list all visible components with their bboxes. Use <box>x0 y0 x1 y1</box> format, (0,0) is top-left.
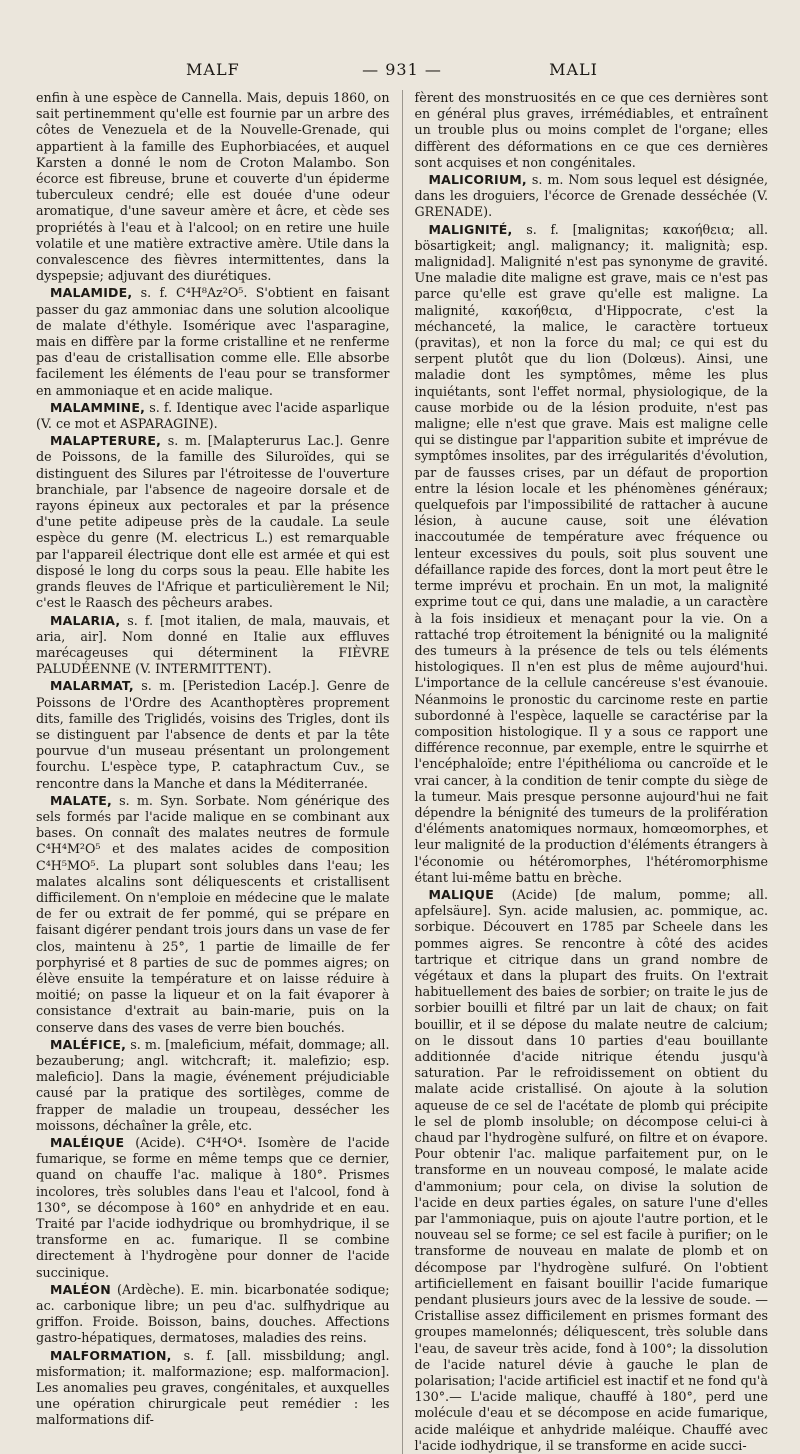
dictionary-entry <box>36 793 390 1036</box>
dictionary-entry <box>36 1282 390 1347</box>
entry-headword: MALIGNITÉ, <box>428 221 513 237</box>
entry-text: s. m. [Malapterurus Lac.]. Genre de Poissons, de la famille des Siluroïdes, qui se distinguent des Silures par l'étroitesse de l'ouverture branchiale, par l'absence de nageoire dorsale et de rayons épineux aux pectorales et par la présence d'une petite adipeuse près de la caudale. La seule espèce du genre (M. electricus L.) est remarquable par l'appareil électrique dont elle est armée et qui est disposé le long du corps sous la peau. Elle habite les grands fleuves de l'Afrique et particulièrement le Nil; c'est le Raasch des pêcheurs arabes. <box>36 433 390 611</box>
entry-text: s. m. [Peristedion Lacép.]. Genre de Poissons de l'Ordre des Acanthoptères proprement dits, famille des Triglidés, voisins des Trigles, dont ils se distinguent par l'absence de dents et par la tête pourvue d'un museau présentant un prolongement fourchu. L'espèce type, P. cataphractum Cuv., se rencontre dans la Manche et dans la Méditerranée. <box>36 678 390 791</box>
dictionary-entry <box>36 285 390 398</box>
entry-headword: MALÉIQUE <box>50 1135 125 1150</box>
right-column <box>402 90 769 1454</box>
entry-text: s. f. C⁴H⁸Az²O⁵. S'obtient en faisant passer du gaz ammoniac dans une solution alcoolique de malate d'éthyle. Isomérique avec l'asparagine, mais en diffère par la forme cristalline et ne renferme pas d'eau de cristallisation comme elle. Elle absorbe facilement les éléments de l'eau pour se transformer en ammoniaque et en acide malique. <box>36 285 390 398</box>
entry-headword: MALAMMINE, <box>50 399 146 415</box>
entry-headword: MALAMIDE, <box>50 285 133 301</box>
entry-text: s. f. Identique avec l'acide asparlique (V. ce mot et ASPARAGINE). <box>36 399 390 432</box>
entry-text: s. f. [malignitas; κακοήθεια; all. bösartigkeit; angl. malignancy; it. malignità; esp. malignidad]. Malignité n'est pas synonyme de gravité. Une maladie dite maligne est grave, mais ce n'est pas parce qu'elle est grave qu'elle est maligne. La malignité, κακοήθεια, d'Hippocrate, c'est la méchanceté, la malice, le caractère tortueux (pravitas), et non la force du mal; ce qui est du serpent plutôt que du lion (Dolœus). Ainsi, une maladie dont les symptômes, même les plus inquiétants, sont l'effet normal, physiologique, de la cause morbide ou de la lésion produite, n'est pas maligne; elle n'est que grave. Mais est maligne celle qui se distingue par l'apparition subite et imprévue de symptômes insolites, par des irrégularités d'évolution, par de fausses crises, par un défaut de proportion entre la lésion locale et les phénomènes généraux; quelquefois par l'impossibilité de rattacher à aucune lésion, à aucune cause, soit une élévation inaccoutumée de température avec fréquence ou lenteur excessives du pouls, soit plus souvent une défaillance rapide des forces, dont la mort peut être le terme imprévu et prochain. En un mot, la malignité exprime tout ce qui, dans une maladie, a un caractère à la fois insidieux et menaçant pour la vie. On a rattaché trop étroitement la bénignité ou la malignité des tumeurs à la présence de tels ou tels éléments histologiques. Il n'en est plus de même aujourd'hui. L'importance de la cellule cancéreuse s'est évanouie. Néanmoins le pronostic du carcinome reste en partie subordonné à l'espèce, laquelle se caractérise par la composition histologique. Il y a sous ce rapport une différence reconnue, par exemple, entre le squirrhe et l'encéphaloïde; entre l'épithélioma ou cancroïde et le vrai cancer, à la condition de tenir compte du siège de la tumeur. Mais presque personne aujourd'hui ne fait dépendre la bénignité des tumeurs de la prolifération d'éléments anatomiques normaux, homœomorphes, et leur malignité de la production d'éléments étrangers à l'économie ou hétéromorphes, l'hétéromorphisme étant lui-même battu en brèche. <box>414 221 768 885</box>
entry-headword: MALÉON <box>50 1281 111 1297</box>
running-head-right: MALI <box>549 60 598 79</box>
entry-text: s. m. Nom sous lequel est désignée, dans les droguiers, l'écorce de Grenade desséchée (V. GRENADE). <box>414 172 768 220</box>
entry-text: s. m. [maleficium, méfait, dommage; all. bezauberung; angl. witchcraft; it. malefizio; esp. maleficio]. Dans la magie, événement préjudiciable causé par la pratique des sortilèges, comme de frapper de maladie un troupeau, dessécher les moissons, déchaîner la grêle, etc. <box>36 1036 390 1133</box>
entry-headword: MALARIA, <box>50 612 121 628</box>
entry-headword: MALARMAT, <box>50 678 134 694</box>
entry-headword: MALÉFICE, <box>50 1036 127 1052</box>
entry-text: fèrent des monstruosités en ce que ces dernières sont en général plus graves, irrémédiables, et entraînent un trouble plus ou moins complet de l'organe; elles diffèrent des déformations en ce que ces dernières sont acquises et non congénitales. <box>414 90 768 170</box>
entry-text: s. f. [all. missbildung; angl. misformation; it. malformazione; esp. malformacion]. Les anomalies peu graves, congénitales, et auxquelles une opération chirurgicale peut remédier : les malformations dif- <box>36 1347 390 1428</box>
page-number: — 931 — <box>362 60 442 79</box>
dictionary-entry <box>36 1348 390 1429</box>
entry-headword: MALATE, <box>50 792 112 808</box>
dictionary-entry <box>415 887 769 1454</box>
entry-headword: MALFORMATION, <box>50 1347 172 1363</box>
entry-text: s. f. [mot italien, de mala, mauvais, et aria, air]. Nom donné en Italie aux effluves marécageuses qui déterminent la FIÈVRE PALUDÉENNE (V. INTERMITTENT). <box>36 612 390 677</box>
dictionary-entry <box>36 1037 390 1134</box>
entry-text: enfin à une espèce de Cannella. Mais, depuis 1860, on sait pertinemment qu'elle est fournie par un arbre des côtes de Venezuela et de la Nouvelle-Grenade, qui appartient à la famille des Euphorbiacées, et auquel Karsten a donné le nom de Croton Malambo. Son écorce est fibreuse, brune et couverte d'un épiderme tuberculeux cendré; elle est douée d'une odeur aromatique, d'une saveur amère et âcre, et cède ses propriétés à l'eau et à l'alcool; on en retire une huile volatile et une matière extractive amère. Utile dans la convalescence des fièvres intermittentes, dans la dyspepsie; adjuvant des diurétiques. <box>36 90 390 284</box>
running-head-left: MALF <box>186 60 240 79</box>
entry-headword: MALIQUE <box>428 886 494 902</box>
dictionary-entry <box>36 613 390 678</box>
entry-text: s. m. Syn. Sorbate. Nom générique des sels formés par l'acide malique en se combinant aux bases. On connaît des malates neutres de formule C⁴H⁴M²O⁵ et des malates acides de composition C⁴H⁵MO⁵. La plupart sont solubles dans l'eau; les malates alcalins sont déliquescents et cristallisent difficilement. On n'emploie en médecine que le malate de fer ou extrait de fer pommé, qui se prépare en faisant digérer pendant trois jours dans un vase de fer clos, maintenu à 25°, 1 partie de limaille de fer porphyrisé et 8 parties de suc de pommes aigres; on élève ensuite la température et on laisse réduire à moitié; on passe la liqueur et on la fait évaporer à consistance d'extrait au bain-marie, puis on la conserve dans des vases de verre bien bouchés. <box>36 792 390 1035</box>
text-columns <box>36 90 768 1454</box>
entry-text: (Ardèche). E. min. bicarbonatée sodique; ac. carbonique libre; un peu d'ac. sulfhydrique au griffon. Froide. Boisson, bains, douches. Affections gastro-hépatiques, dermatoses, maladies des reins. <box>36 1281 390 1346</box>
running-head <box>36 60 768 86</box>
dictionary-entry <box>36 678 390 791</box>
entry-headword: MALAPTERURE, <box>50 433 162 449</box>
left-column <box>36 90 402 1454</box>
dictionary-entry <box>415 172 769 221</box>
entry-headword: MALICORIUM, <box>428 172 527 188</box>
dictionary-entry <box>36 433 390 611</box>
dictionary-entry <box>36 400 390 432</box>
dictionary-entry <box>36 90 390 284</box>
entry-text: (Acide). C⁴H⁴O⁴. Isomère de l'acide fumarique, se forme en même temps que ce dernier, quand on chauffe l'ac. malique à 180°. Prismes incolores, très solubles dans l'eau et l'alcool, fond à 130°, se décompose à 160° en anhydride et en eau. Traité par l'acide iodhydrique ou bromhydrique, il se transforme en ac. fumarique. Il se combine directement à l'hydrogène pour donner de l'acide succinique. <box>36 1135 390 1280</box>
dictionary-entry <box>415 222 769 886</box>
dictionary-entry <box>415 90 769 171</box>
entry-text: (Acide) [de malum, pomme; all. apfelsäure]. Syn. acide malusien, ac. pommique, ac. sorbique. Découvert en 1785 par Scheele dans les pommes aigres. Se rencontre à côté des acides tartrique et citrique dans un grand nombre de végétaux et dans la plupart des fruits. On l'extrait habituellement des baies de sorbier; on traite le jus de sorbier bouilli et filtré par un lait de chaux; on fait bouillir, et il se dépose du malate neutre de calcium; on le dissout dans 10 parties d'eau bouillante additionnée d'acide nitrique étendu jusqu'à saturation. Par le refroidissement on obtient du malate acide cristallisé. On ajoute à la solution aqueuse de ce sel de l'acétate de plomb qui précipite le sel de plomb insoluble; on décompose celui-ci à chaud par l'hydrogène sulfuré, on filtre et on évapore. Pour obtenir l'ac. malique parfaitement pur, on le transforme en un nouveau composé, le malate acide d'ammonium; pour cela, on divise la solution de l'acide en deux parties égales, on sature l'une d'elles par l'ammoniaque, puis on ajoute l'autre portion, et le nouveau sel se forme; ce sel est facile à purifier; on le transforme de nouveau en malate de plomb et on décompose par l'hydrogène sulfuré. On l'obtient artificiellement en faisant bouillir l'acide fumarique pendant plusieurs jours avec de la lessive de soude. — Cristallise assez difficilement en prismes formant des groupes mamelonnés; déliquescent, très soluble dans l'eau, de saveur très acide, fond à 100°; la dissolution de l'acide naturel dévie à gauche le plan de polarisation; l'acide artificiel est inactif et ne fond qu'à 130°.— L'acide malique, chauffé à 180°, perd une molécule d'eau et se décompose en acide fumarique, acide maléique et anhydride maléique. Chauffé avec l'acide iodhydrique, il se transforme en acide succi- <box>414 886 768 1453</box>
dictionary-entry <box>36 1135 390 1281</box>
